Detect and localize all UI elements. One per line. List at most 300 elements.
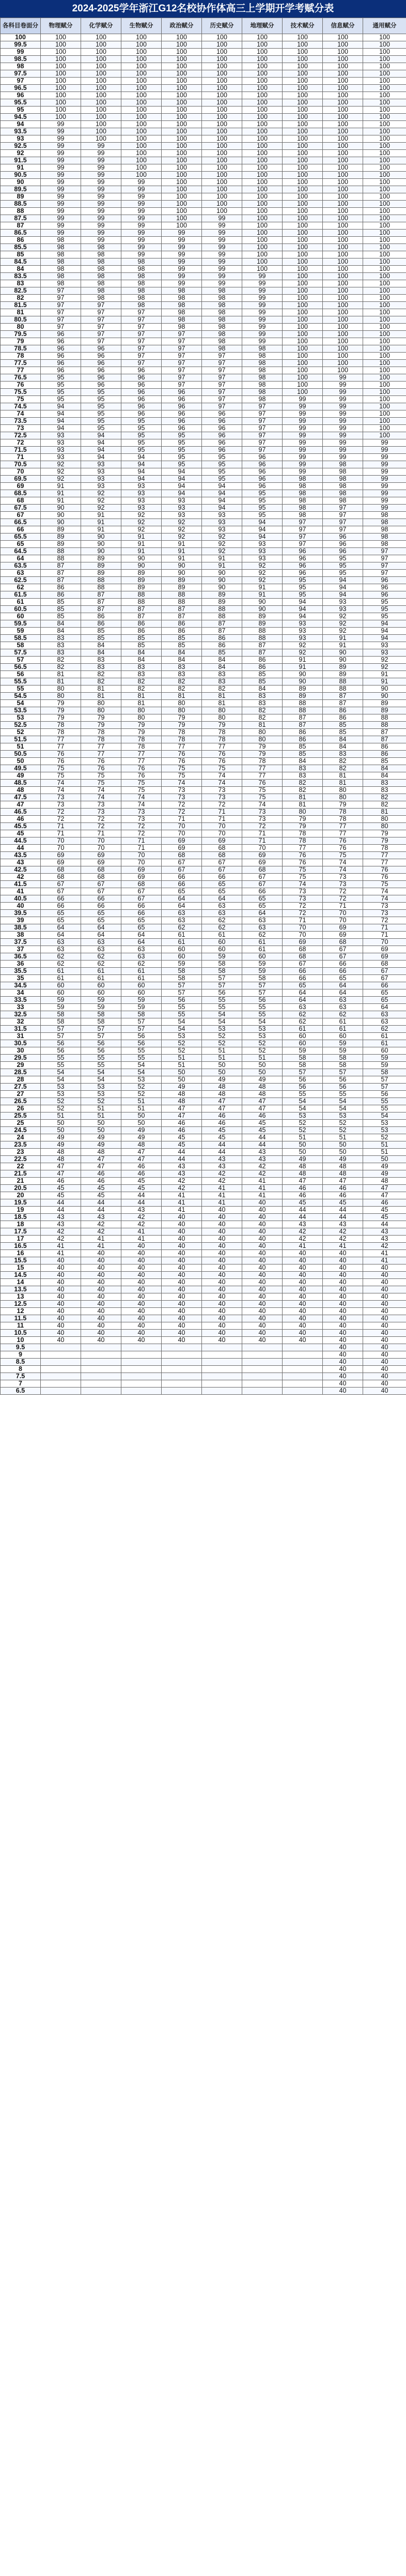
- assigned-score-cell: 54: [323, 1098, 363, 1105]
- assigned-score-cell: 64: [283, 997, 323, 1004]
- assigned-score-cell: 40: [202, 1257, 242, 1264]
- assigned-score-cell: 72: [41, 809, 81, 816]
- table-row: [1, 1084, 406, 1091]
- assigned-score-cell: 52: [162, 1040, 202, 1047]
- table-row: [1, 1069, 406, 1076]
- assigned-score-cell: 80: [81, 707, 121, 714]
- assigned-score-cell: 97: [81, 309, 121, 316]
- assigned-score-cell: 72: [121, 830, 162, 837]
- assigned-score-cell: 89: [202, 591, 242, 599]
- assigned-score-cell: 40: [323, 1388, 363, 1395]
- assigned-score-cell: 100: [162, 179, 202, 186]
- assigned-score-cell: 41: [242, 1185, 283, 1192]
- assigned-score-cell: 89: [242, 613, 283, 620]
- assigned-score-cell: 98: [202, 309, 242, 316]
- assigned-score-cell: 90: [283, 678, 323, 685]
- assigned-score-cell: 99: [81, 230, 121, 237]
- assigned-score-cell: 68: [202, 845, 242, 852]
- assigned-score-cell: 82: [41, 657, 81, 664]
- raw-score-cell: 34: [1, 989, 41, 997]
- raw-score-cell: 48: [1, 787, 41, 794]
- assigned-score-cell: 51: [283, 1134, 323, 1141]
- assigned-score-cell: 40: [242, 1315, 283, 1322]
- table-row: [1, 461, 406, 468]
- assigned-score-cell: 47: [162, 1105, 202, 1112]
- assigned-score-cell: 49: [41, 1141, 81, 1149]
- assigned-score-cell: 57: [121, 1026, 162, 1033]
- assigned-score-cell: 100: [363, 309, 406, 316]
- assigned-score-cell: 100: [283, 295, 323, 302]
- raw-score-cell: 10: [1, 1337, 41, 1344]
- assigned-score-cell: 85: [323, 722, 363, 729]
- assigned-score-cell: 100: [363, 70, 406, 78]
- assigned-score-cell: 97: [202, 396, 242, 403]
- assigned-score-cell: 69: [323, 932, 363, 939]
- assigned-score-cell: 100: [162, 135, 202, 143]
- assigned-score-cell: 40: [121, 1272, 162, 1279]
- table-row: [1, 186, 406, 193]
- assigned-score-cell: [121, 1373, 162, 1380]
- assigned-score-cell: [283, 1366, 323, 1373]
- assigned-score-cell: 52: [202, 1033, 242, 1040]
- assigned-score-cell: 85: [283, 751, 323, 758]
- assigned-score-cell: 65: [162, 888, 202, 895]
- assigned-score-cell: 40: [121, 1315, 162, 1322]
- table-row: [1, 251, 406, 258]
- table-row: [1, 505, 406, 512]
- assigned-score-cell: 97: [162, 374, 202, 382]
- assigned-score-cell: 40: [121, 1257, 162, 1264]
- assigned-score-cell: 76: [363, 866, 406, 874]
- assigned-score-cell: 96: [283, 555, 323, 562]
- assigned-score-cell: 64: [41, 924, 81, 932]
- assigned-score-cell: 100: [242, 157, 283, 164]
- assigned-score-cell: 91: [81, 512, 121, 519]
- raw-score-cell: 44.5: [1, 837, 41, 845]
- assigned-score-cell: 62: [283, 1011, 323, 1018]
- assigned-score-cell: 87: [202, 628, 242, 635]
- assigned-score-cell: 91: [202, 555, 242, 562]
- assigned-score-cell: 93: [41, 454, 81, 461]
- assigned-score-cell: 99: [81, 237, 121, 244]
- assigned-score-cell: 87: [162, 613, 202, 620]
- assigned-score-cell: 51: [242, 1055, 283, 1062]
- assigned-score-cell: 49: [121, 1127, 162, 1134]
- assigned-score-cell: 93: [121, 505, 162, 512]
- assigned-score-cell: 49: [363, 1163, 406, 1170]
- table-row: [1, 324, 406, 331]
- table-row: [1, 454, 406, 461]
- assigned-score-cell: 51: [363, 1141, 406, 1149]
- assigned-score-cell: 40: [162, 1279, 202, 1286]
- raw-score-cell: 22.5: [1, 1156, 41, 1163]
- assigned-score-cell: 67: [41, 881, 81, 888]
- table-row: [1, 874, 406, 881]
- table-row: [1, 910, 406, 917]
- assigned-score-cell: 84: [202, 657, 242, 664]
- assigned-score-cell: 99: [363, 468, 406, 476]
- assigned-score-cell: 98: [363, 512, 406, 519]
- assigned-score-cell: 40: [162, 1315, 202, 1322]
- assigned-score-cell: 95: [81, 403, 121, 410]
- assigned-score-cell: 40: [323, 1301, 363, 1308]
- raw-score-cell: 59: [1, 628, 41, 635]
- assigned-score-cell: 94: [283, 606, 323, 613]
- assigned-score-cell: 100: [363, 425, 406, 432]
- assigned-score-cell: 100: [202, 179, 242, 186]
- assigned-score-cell: 96: [81, 367, 121, 374]
- assigned-score-cell: 79: [41, 700, 81, 707]
- raw-score-cell: 7.5: [1, 1373, 41, 1380]
- table-row: [1, 302, 406, 309]
- assigned-score-cell: 99: [81, 201, 121, 208]
- table-row: [1, 287, 406, 295]
- table-row: [1, 1127, 406, 1134]
- assigned-score-cell: 88: [242, 635, 283, 642]
- assigned-score-cell: 100: [242, 99, 283, 106]
- assigned-score-cell: 100: [363, 251, 406, 258]
- assigned-score-cell: 42: [323, 1236, 363, 1243]
- assigned-score-cell: 100: [283, 208, 323, 215]
- assigned-score-cell: 100: [242, 63, 283, 70]
- assigned-score-cell: 59: [41, 997, 81, 1004]
- assigned-score-cell: 78: [162, 736, 202, 743]
- assigned-score-cell: 100: [202, 34, 242, 41]
- assigned-score-cell: 98: [121, 280, 162, 287]
- assigned-score-cell: 40: [121, 1250, 162, 1257]
- assigned-score-cell: 100: [242, 258, 283, 266]
- raw-score-cell: 90.5: [1, 172, 41, 179]
- assigned-score-cell: 40: [121, 1301, 162, 1308]
- assigned-score-cell: 45: [283, 1199, 323, 1207]
- assigned-score-cell: 55: [41, 1055, 81, 1062]
- assigned-score-cell: 98: [202, 316, 242, 324]
- table-row: [1, 526, 406, 534]
- assigned-score-cell: 40: [363, 1337, 406, 1344]
- assigned-score-cell: 100: [363, 179, 406, 186]
- assigned-score-cell: 76: [41, 751, 81, 758]
- assigned-score-cell: 100: [363, 389, 406, 396]
- assigned-score-cell: 57: [202, 982, 242, 989]
- assigned-score-cell: 100: [363, 287, 406, 295]
- table-row: [1, 1380, 406, 1388]
- assigned-score-cell: 100: [202, 106, 242, 114]
- assigned-score-cell: [242, 1380, 283, 1388]
- assigned-score-cell: 54: [162, 1026, 202, 1033]
- assigned-score-cell: [283, 1373, 323, 1380]
- assigned-score-cell: 64: [323, 982, 363, 989]
- assigned-score-cell: 98: [242, 374, 283, 382]
- assigned-score-cell: 40: [81, 1257, 121, 1264]
- assigned-score-cell: 70: [162, 823, 202, 830]
- assigned-score-cell: 42: [41, 1228, 81, 1236]
- assigned-score-cell: 42: [121, 1214, 162, 1221]
- assigned-score-cell: 67: [162, 859, 202, 866]
- raw-score-cell: 94.5: [1, 114, 41, 121]
- raw-score-cell: 58: [1, 642, 41, 649]
- assigned-score-cell: 100: [202, 63, 242, 70]
- assigned-score-cell: 56: [323, 1084, 363, 1091]
- assigned-score-cell: 71: [202, 816, 242, 823]
- assigned-score-cell: 82: [323, 765, 363, 772]
- assigned-score-cell: 98: [121, 273, 162, 280]
- table-row: [1, 1040, 406, 1047]
- table-row: [1, 157, 406, 164]
- assigned-score-cell: 88: [162, 591, 202, 599]
- assigned-score-cell: 60: [41, 989, 81, 997]
- assigned-score-cell: [41, 1373, 81, 1380]
- assigned-score-cell: 100: [162, 208, 202, 215]
- assigned-score-cell: 56: [121, 1033, 162, 1040]
- assigned-score-cell: 100: [242, 143, 283, 150]
- assigned-score-cell: 40: [363, 1380, 406, 1388]
- raw-score-cell: 38: [1, 932, 41, 939]
- assigned-score-cell: [41, 1380, 81, 1388]
- assigned-score-cell: 100: [323, 78, 363, 85]
- assigned-score-cell: 93: [81, 483, 121, 490]
- assigned-score-cell: 88: [242, 628, 283, 635]
- assigned-score-cell: 61: [242, 939, 283, 946]
- raw-score-cell: 84.5: [1, 258, 41, 266]
- assigned-score-cell: 54: [121, 1062, 162, 1069]
- assigned-score-cell: 76: [323, 845, 363, 852]
- table-row: [1, 722, 406, 729]
- assigned-score-cell: 90: [242, 599, 283, 606]
- assigned-score-cell: 100: [242, 85, 283, 92]
- assigned-score-cell: 100: [121, 164, 162, 172]
- assigned-score-cell: [81, 1359, 121, 1366]
- raw-score-cell: 74: [1, 410, 41, 418]
- assigned-score-cell: 98: [121, 302, 162, 309]
- assigned-score-cell: 100: [283, 70, 323, 78]
- assigned-score-cell: 89: [121, 584, 162, 591]
- assigned-score-cell: 95: [162, 454, 202, 461]
- assigned-score-cell: 100: [242, 70, 283, 78]
- assigned-score-cell: 95: [363, 606, 406, 613]
- assigned-score-cell: 99: [242, 295, 283, 302]
- assigned-score-cell: [242, 1351, 283, 1359]
- assigned-score-cell: 71: [121, 845, 162, 852]
- assigned-score-cell: 82: [81, 678, 121, 685]
- raw-score-cell: 9.5: [1, 1344, 41, 1351]
- table-row: [1, 273, 406, 280]
- assigned-score-cell: 63: [81, 946, 121, 953]
- assigned-score-cell: 49: [162, 1084, 202, 1091]
- assigned-score-cell: 57: [121, 1018, 162, 1026]
- assigned-score-cell: 97: [162, 353, 202, 360]
- assigned-score-cell: 40: [81, 1264, 121, 1272]
- raw-score-cell: 75.5: [1, 389, 41, 396]
- assigned-score-cell: 40: [363, 1388, 406, 1395]
- table-row: [1, 237, 406, 244]
- assigned-score-cell: 99: [283, 461, 323, 468]
- assigned-score-cell: 40: [242, 1250, 283, 1257]
- raw-score-cell: 43.5: [1, 852, 41, 859]
- assigned-score-cell: [162, 1366, 202, 1373]
- assigned-score-cell: 93: [283, 628, 323, 635]
- assigned-score-cell: 72: [202, 801, 242, 809]
- assigned-score-cell: 100: [202, 186, 242, 193]
- assigned-score-cell: 98: [323, 468, 363, 476]
- assigned-score-cell: 48: [121, 1141, 162, 1149]
- assigned-score-cell: 65: [81, 917, 121, 924]
- assigned-score-cell: 100: [323, 179, 363, 186]
- assigned-score-cell: 94: [242, 526, 283, 534]
- assigned-score-cell: 57: [162, 982, 202, 989]
- assigned-score-cell: 97: [121, 360, 162, 367]
- assigned-score-cell: 100: [81, 121, 121, 128]
- assigned-score-cell: 67: [41, 888, 81, 895]
- assigned-score-cell: 65: [363, 997, 406, 1004]
- assigned-score-cell: 40: [41, 1293, 81, 1301]
- table-row: [1, 135, 406, 143]
- assigned-score-cell: 68: [202, 852, 242, 859]
- assigned-score-cell: 99: [323, 389, 363, 396]
- assigned-score-cell: 79: [121, 729, 162, 736]
- assigned-score-cell: 100: [121, 114, 162, 121]
- assigned-score-cell: 84: [162, 657, 202, 664]
- assigned-score-cell: 48: [363, 1178, 406, 1185]
- assigned-score-cell: 40: [323, 1330, 363, 1337]
- assigned-score-cell: 100: [363, 403, 406, 410]
- assigned-score-cell: 69: [121, 874, 162, 881]
- assigned-score-cell: 49: [202, 1076, 242, 1084]
- assigned-score-cell: 89: [242, 620, 283, 628]
- raw-score-cell: 66.5: [1, 519, 41, 526]
- raw-score-cell: 61: [1, 599, 41, 606]
- assigned-score-cell: 88: [162, 599, 202, 606]
- assigned-score-cell: 100: [202, 150, 242, 157]
- assigned-score-cell: 92: [202, 541, 242, 548]
- assigned-score-cell: 65: [121, 924, 162, 932]
- assigned-score-cell: 77: [363, 852, 406, 859]
- assigned-score-cell: 98: [242, 396, 283, 403]
- table-row: [1, 888, 406, 895]
- raw-score-cell: 13: [1, 1293, 41, 1301]
- assigned-score-cell: 100: [283, 374, 323, 382]
- assigned-score-cell: 40: [323, 1322, 363, 1330]
- table-row: [1, 642, 406, 649]
- assigned-score-cell: 53: [81, 1091, 121, 1098]
- assigned-score-cell: 82: [363, 794, 406, 801]
- assigned-score-cell: 100: [162, 172, 202, 179]
- assigned-score-cell: 100: [323, 121, 363, 128]
- assigned-score-cell: 76: [202, 758, 242, 765]
- assigned-score-cell: 50: [121, 1112, 162, 1120]
- raw-score-cell: 89: [1, 193, 41, 201]
- assigned-score-cell: 100: [363, 230, 406, 237]
- assigned-score-cell: 97: [81, 316, 121, 324]
- assigned-score-cell: 100: [323, 280, 363, 287]
- assigned-score-cell: 98: [202, 302, 242, 309]
- assigned-score-cell: 40: [162, 1301, 202, 1308]
- assigned-score-cell: 80: [41, 693, 81, 700]
- assigned-score-cell: 100: [323, 49, 363, 56]
- assigned-score-cell: [162, 1388, 202, 1395]
- assigned-score-cell: 97: [283, 519, 323, 526]
- table-row: [1, 418, 406, 425]
- raw-score-cell: 74.5: [1, 403, 41, 410]
- assigned-score-cell: 100: [81, 49, 121, 56]
- assigned-score-cell: 99: [283, 425, 323, 432]
- table-row: [1, 997, 406, 1004]
- assigned-score-cell: 40: [162, 1293, 202, 1301]
- assigned-score-cell: 78: [363, 845, 406, 852]
- raw-score-cell: 53.5: [1, 707, 41, 714]
- assigned-score-cell: 100: [283, 280, 323, 287]
- assigned-score-cell: 99: [242, 302, 283, 309]
- raw-score-cell: 31: [1, 1033, 41, 1040]
- raw-score-cell: 35.5: [1, 968, 41, 975]
- assigned-score-cell: 100: [202, 157, 242, 164]
- table-row: [1, 70, 406, 78]
- table-row: [1, 49, 406, 56]
- column-header: 地理赋分: [242, 18, 283, 34]
- table-row: [1, 932, 406, 939]
- assigned-score-cell: 98: [81, 273, 121, 280]
- assigned-score-cell: 96: [41, 331, 81, 338]
- assigned-score-cell: 100: [363, 353, 406, 360]
- raw-score-cell: 47: [1, 801, 41, 809]
- assigned-score-cell: 93: [283, 620, 323, 628]
- assigned-score-cell: [202, 1351, 242, 1359]
- assigned-score-cell: 87: [323, 693, 363, 700]
- assigned-score-cell: 87: [323, 700, 363, 707]
- table-row: [1, 309, 406, 316]
- assigned-score-cell: 69: [202, 837, 242, 845]
- assigned-score-cell: 100: [363, 186, 406, 193]
- assigned-score-cell: 100: [242, 251, 283, 258]
- assigned-score-cell: 45: [162, 1141, 202, 1149]
- assigned-score-cell: 63: [121, 953, 162, 961]
- assigned-score-cell: [242, 1344, 283, 1351]
- assigned-score-cell: 40: [323, 1344, 363, 1351]
- assigned-score-cell: 40: [81, 1286, 121, 1293]
- assigned-score-cell: 66: [162, 881, 202, 888]
- table-row: [1, 1330, 406, 1337]
- assigned-score-cell: 66: [41, 903, 81, 910]
- assigned-score-cell: 42: [202, 1170, 242, 1178]
- assigned-score-cell: 78: [81, 729, 121, 736]
- assigned-score-cell: 95: [162, 432, 202, 439]
- assigned-score-cell: 67: [363, 968, 406, 975]
- table-row: [1, 1156, 406, 1163]
- raw-score-cell: 77: [1, 367, 41, 374]
- column-header: 技术赋分: [283, 18, 323, 34]
- assigned-score-cell: 68: [81, 866, 121, 874]
- assigned-score-cell: 92: [41, 468, 81, 476]
- assigned-score-cell: 54: [323, 1105, 363, 1112]
- assigned-score-cell: [283, 1359, 323, 1366]
- assigned-score-cell: 46: [323, 1185, 363, 1192]
- raw-score-cell: 36.5: [1, 953, 41, 961]
- assigned-score-cell: 100: [363, 85, 406, 92]
- assigned-score-cell: 47: [202, 1105, 242, 1112]
- assigned-score-cell: 55: [242, 1011, 283, 1018]
- assigned-score-cell: 41: [323, 1243, 363, 1250]
- assigned-score-cell: 40: [162, 1330, 202, 1337]
- assigned-score-cell: 100: [202, 135, 242, 143]
- table-row: [1, 1149, 406, 1156]
- assigned-score-cell: 95: [202, 476, 242, 483]
- table-row: [1, 99, 406, 106]
- assigned-score-cell: 47: [363, 1192, 406, 1199]
- assigned-score-cell: 56: [41, 1047, 81, 1055]
- table-row: [1, 1272, 406, 1279]
- assigned-score-cell: 86: [283, 736, 323, 743]
- assigned-score-cell: 60: [121, 989, 162, 997]
- raw-score-cell: 61.5: [1, 591, 41, 599]
